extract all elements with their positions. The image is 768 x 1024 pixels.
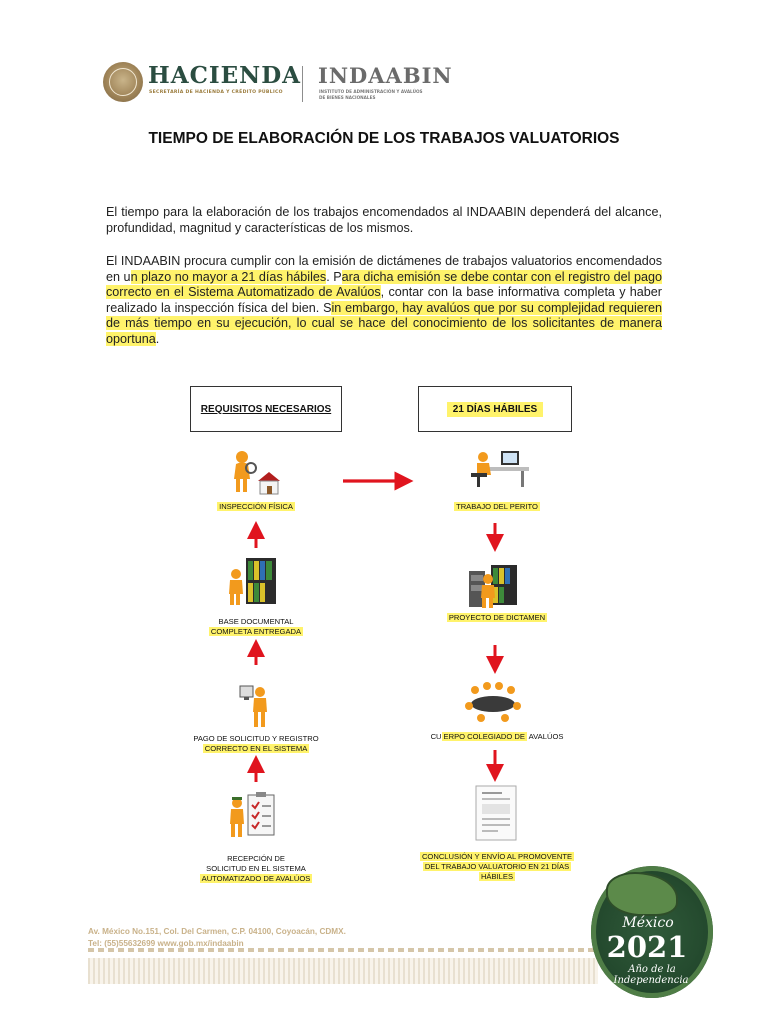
highlighted-text: ara dicha emisión se debe contar con el registro del pago correcto en el Sistema Automatizado de Avalúos	[106, 269, 663, 300]
footer-address: Av. México No.151, Col. Del Carmen, C.P. 04100, Coyoacán, CDMX.	[88, 927, 346, 936]
paragraph-text: .	[155, 331, 160, 346]
caption-line: BASE DOCUMENTAL	[218, 617, 294, 626]
indaabin-subtitle: INSTITUTO DE ADMINISTRACIÓN Y AVALÚOS DE BIENES NACIONALES	[319, 89, 423, 100]
highlighted-text: n plazo no mayor a 21 días hábiles	[130, 269, 327, 284]
caption-line: SOLICITUD EN EL SISTEMA	[206, 864, 306, 873]
requirements-label: REQUISITOS NECESARIOS	[200, 403, 332, 415]
caption-collegiate-body	[412, 732, 582, 742]
request-reception-icon	[226, 791, 278, 841]
caption-text: INSPECCIÓN FÍSICA	[219, 502, 293, 511]
caption-expert-work	[418, 502, 576, 512]
caption-line: PAGO DE SOLICITUD Y REGISTRO	[193, 734, 319, 743]
highlighted-text: in embargo, hay avalúos que por su complejidad requieren de más tiempo en su ejecución, lo cual se hace del conocimiento de los solicitantes de manera oportuna	[106, 300, 662, 346]
caption-draft-dictamen	[418, 613, 576, 623]
caption-text: CU	[430, 732, 442, 741]
footer-decorative-band	[88, 958, 598, 984]
paragraph-intro: El tiempo para la elaboración de los trabajos encomendados al INDAABIN dependerá del alcance, profundidad, magnitud y características de los mismos.	[106, 205, 662, 235]
hacienda-logo-text: HACIENDA	[148, 62, 301, 89]
emblem-mexico: México	[622, 915, 674, 931]
paragraph-text: , contar con la base informativa completa y haber realizado la inspección física del bien. S	[106, 285, 663, 315]
caption-line: RECEPCIÓN DE	[227, 854, 285, 863]
emblem-line3: Año de la	[628, 964, 676, 975]
business-days-label: 21 DÍAS HÁBILES	[447, 402, 543, 417]
caption-line: COMPLETA ENTREGADA	[210, 627, 302, 636]
caption-line: HÁBILES	[480, 872, 514, 881]
caption-reception	[178, 854, 334, 884]
footer-contact: Tel: (55)55632699 www.gob.mx/indaabin	[88, 939, 244, 948]
caption-payment	[168, 734, 344, 754]
caption-text: ERPO COLEGIADO DE	[443, 732, 525, 741]
paragraph-text: . P	[326, 269, 342, 284]
caption-line: AUTOMATIZADO DE AVALÚOS	[201, 874, 311, 883]
hacienda-subtitle: SECRETARÍA DE HACIENDA Y CRÉDITO PÚBLICO	[149, 90, 283, 95]
caption-line: DEL TRABAJO VALUATORIO EN 21 DÍAS	[424, 862, 570, 871]
document-title: TIEMPO DE ELABORACIÓN DE LOS TRABAJOS VALUATORIOS	[148, 130, 620, 147]
draft-dictamen-icon	[467, 561, 521, 609]
caption-document-base	[176, 617, 336, 637]
caption-line: CONCLUSIÓN Y ENVÍO AL PROMOVENTE	[421, 852, 573, 861]
caption-conclusion	[406, 852, 588, 882]
collegiate-body-icon	[461, 680, 525, 724]
payment-registration-icon	[238, 682, 272, 732]
expert-work-icon	[465, 443, 531, 491]
caption-text: PROYECTO DE DICTAMEN	[448, 613, 546, 622]
caption-physical-inspection	[176, 502, 336, 512]
emblem-year: 2021	[606, 930, 688, 964]
inspection-icon	[228, 447, 282, 497]
caption-line: CORRECTO EN EL SISTEMA	[204, 744, 308, 753]
caption-text: AVALÚOS	[526, 732, 564, 741]
indaabin-logo-text: INDAABIN	[318, 63, 453, 88]
final-report-document-icon	[474, 784, 520, 842]
emblem-line4: Independencia	[613, 975, 689, 986]
footer-decorative-border	[88, 948, 598, 952]
document-base-icon	[226, 556, 278, 608]
caption-text: TRABAJO DEL PERITO	[456, 502, 538, 511]
paragraph-text: El INDAABIN procura cumplir con la emisión de dictámenes de trabajos valuatorios encomendados en u	[106, 254, 662, 284]
